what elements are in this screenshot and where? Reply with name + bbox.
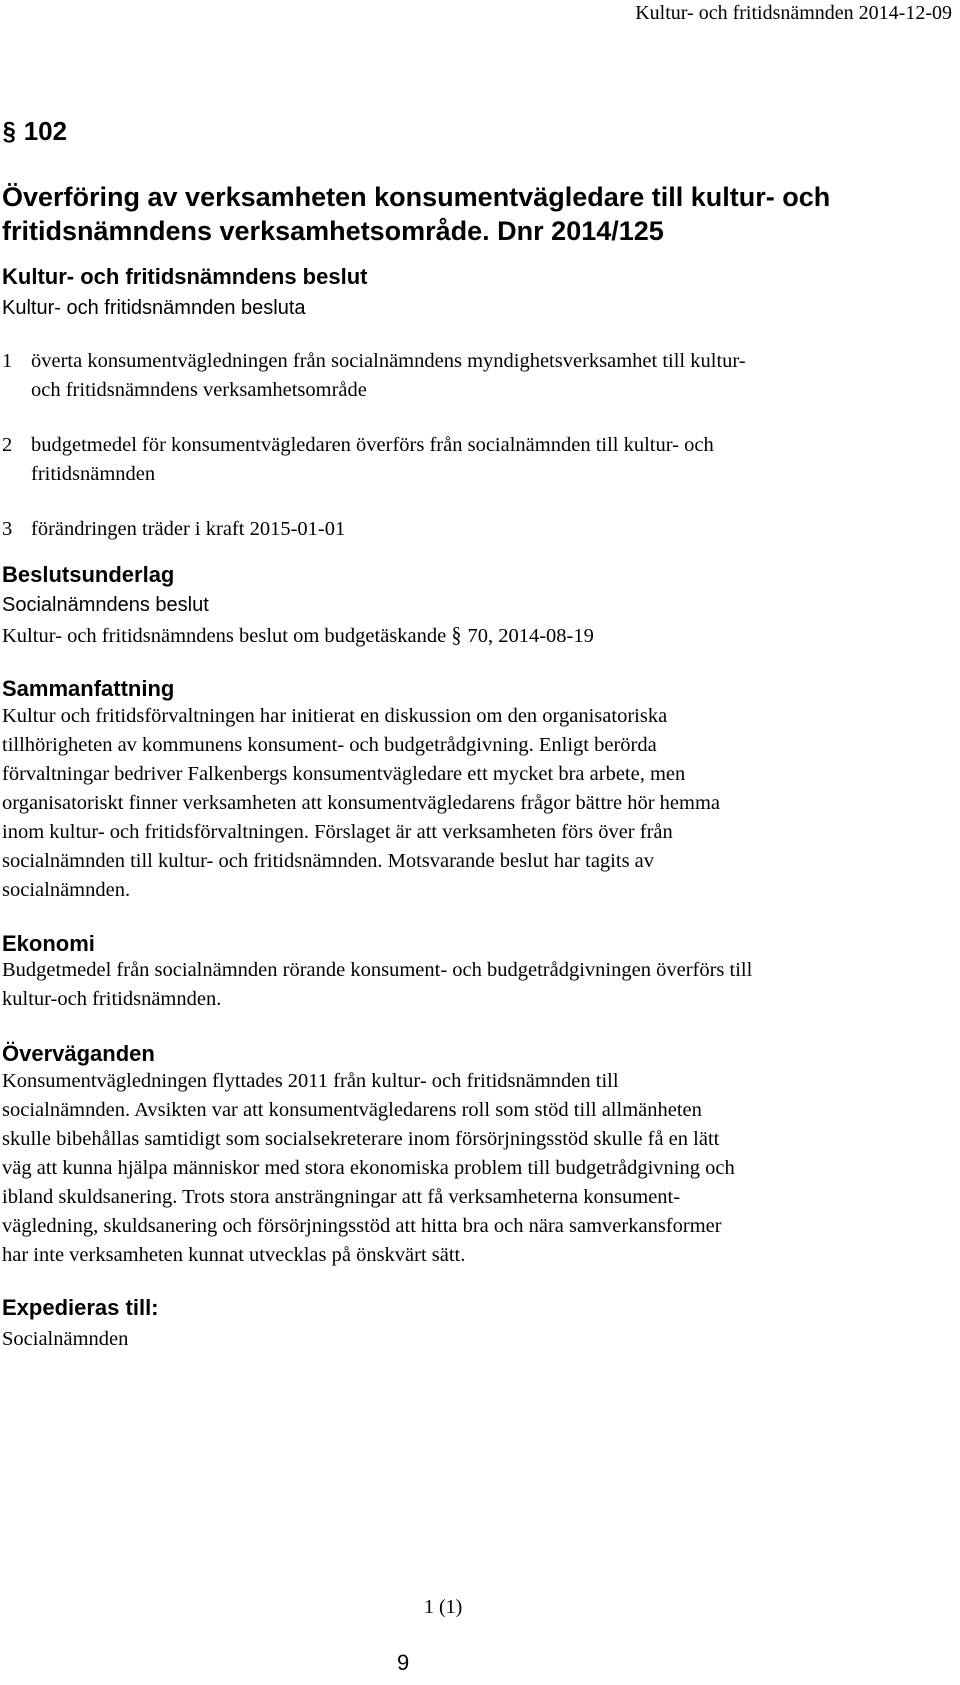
consideration-line: har inte verksamheten kunnat utvecklas på önskvärt sätt.: [2, 1244, 466, 1266]
summary-line: förvaltningar bedriver Falkenbergs konsumentvägledare ett mycket bra arbete, men: [2, 763, 686, 785]
dispatch-heading: Expedieras till:: [2, 1295, 159, 1320]
summary-line: socialnämnden.: [2, 879, 131, 901]
decision-item-number: 1: [2, 350, 13, 372]
summary-line: socialnämnden till kultur- och fritidsnämnden. Motsvarande beslut har tagits av: [2, 850, 655, 872]
dispatch-recipient: Socialnämnden: [2, 1328, 129, 1350]
consideration-line: ibland skuldsanering. Trots stora ansträngningar att få verksamheterna konsument-: [2, 1186, 681, 1208]
paragraph-symbol: §: [2, 116, 16, 146]
decision-item-number: 2: [2, 434, 13, 456]
economy-heading: Ekonomi: [2, 931, 95, 956]
basis-heading: Beslutsunderlag: [2, 562, 175, 587]
title-line: Överföring av verksamheten konsumentvägledare till kultur- och: [2, 182, 831, 212]
page-of-total: 1 (1): [424, 1596, 463, 1618]
basis-line-text: Kultur- och fritidsnämndens beslut om budgetäskande: [2, 625, 452, 647]
consideration-line: väg att kunna hjälpa människor med stora ekonomiska problem till budgetrådgivning och: [2, 1157, 735, 1179]
decision-item-text: överta konsumentvägledningen från socialnämndens myndighetsverksamhet till kultur-: [31, 350, 746, 372]
decision-item-text: förändringen träder i kraft 2015-01-01: [31, 518, 346, 540]
section-number-value: 102: [23, 116, 68, 146]
section-number: [2, 116, 67, 147]
basis-line-text: 70, 2014-08-19: [462, 625, 594, 647]
summary-line: tillhörigheten av kommunens konsument- och budgetrådgivning. Enligt berörda: [2, 734, 657, 756]
consideration-line: vägledning, skuldsanering och försörjningsstöd att hitta bra och nära samverkansformer: [2, 1215, 722, 1237]
summary-paragraph: [2, 702, 952, 905]
decision-heading: Kultur- och fritidsnämndens beslut: [2, 264, 368, 289]
decision-item-text: och fritidsnämndens verksamhetsområde: [31, 379, 367, 401]
economy-line: kultur-och fritidsnämnden.: [2, 988, 222, 1010]
consideration-line: socialnämnden. Avsikten var att konsumentvägledarens roll som stöd till allmänheten: [2, 1099, 702, 1121]
summary-line: organisatoriskt finner verksamheten att konsumentvägledarens frågor bättre hör hemma: [2, 792, 721, 814]
decision-item: [2, 347, 942, 405]
summary-line: inom kultur- och fritidsförvaltningen. Förslaget är att verksamheten förs över från: [2, 821, 673, 843]
decision-item-text: fritidsnämnden: [31, 463, 156, 485]
summary-line: Kultur och fritidsförvaltningen har initierat en diskussion om den organisatoriska: [2, 705, 668, 727]
document-header: Kultur- och fritidsnämnden 2014-12-09: [635, 2, 952, 24]
consideration-line: skulle bibehållas samtidigt som socialsekreterare inom försörjningsstöd skulle få en lätt: [2, 1128, 720, 1150]
summary-heading: Sammanfattning: [2, 676, 175, 701]
basis-line: [2, 620, 952, 651]
decision-item-number: 3: [2, 518, 13, 540]
paragraph-symbol: §: [451, 622, 462, 647]
title-line: fritidsnämndens verksamhetsområde. Dnr 2014/125: [2, 216, 664, 246]
decision-intro: Kultur- och fritidsnämnden besluta: [2, 297, 306, 319]
decision-item: [2, 515, 942, 544]
economy-line: Budgetmedel från socialnämnden rörande konsument- och budgetrådgivningen överförs till: [2, 959, 753, 981]
economy-paragraph: [2, 956, 952, 1014]
document-title: [2, 180, 942, 248]
consideration-line: Konsumentvägledningen flyttades 2011 från kultur- och fritidsnämnden till: [2, 1070, 619, 1092]
consideration-paragraph: [2, 1067, 952, 1270]
decision-item-text: budgetmedel för konsumentvägledaren överförs från socialnämnden till kultur- och: [31, 434, 714, 456]
basis-line: Socialnämndens beslut: [2, 594, 209, 616]
page-number: 9: [397, 1650, 410, 1675]
decision-item: [2, 431, 942, 489]
consideration-heading: Överväganden: [2, 1041, 155, 1066]
